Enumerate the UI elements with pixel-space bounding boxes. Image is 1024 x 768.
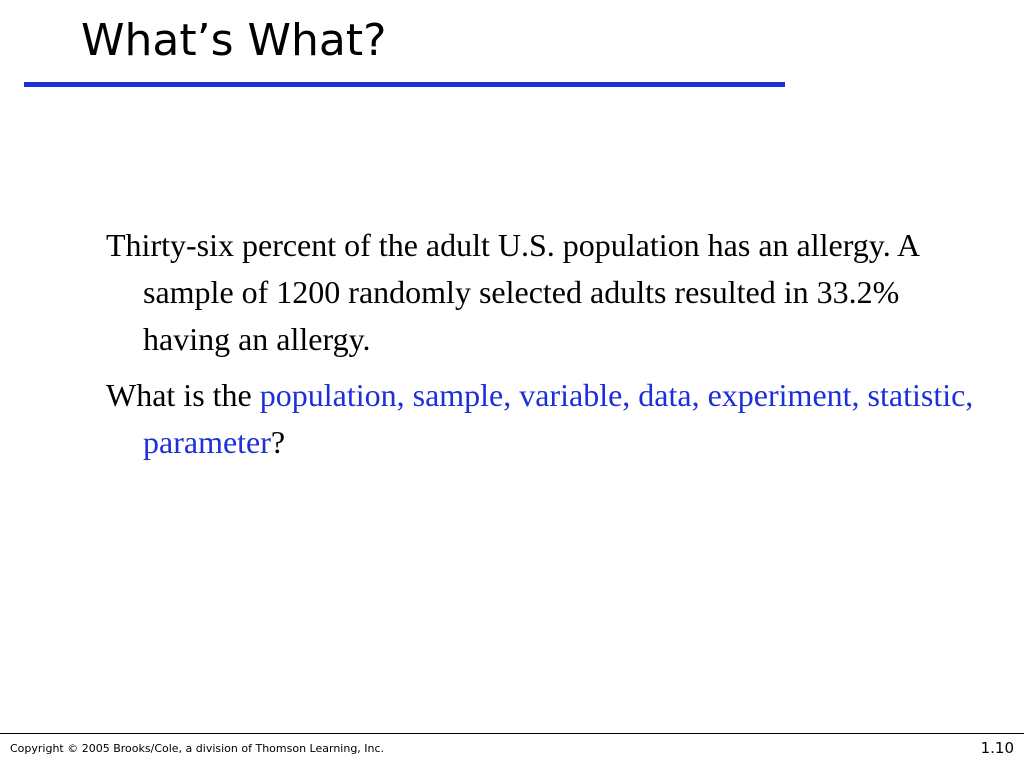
footer-divider [0,733,1024,734]
question-terms: population, sample, variable, data, experiment, statistic, parameter [143,377,974,460]
body-paragraph-question [106,372,986,466]
slide-number: 1.10 [980,739,1014,757]
question-prefix: What is the [106,377,260,413]
title-underline [24,82,785,87]
slide-body [106,222,986,475]
body-paragraph-allergy-stat: Thirty-six percent of the adult U.S. population has an allergy. A sample of 1200 randomly selected adults resulted in 33.2% having an allergy. [106,227,919,357]
question-mark: ? [270,424,286,460]
copyright-notice: Copyright © 2005 Brooks/Cole, a division of Thomson Learning, Inc. [10,742,385,755]
slide-title: What’s What? [81,15,387,66]
